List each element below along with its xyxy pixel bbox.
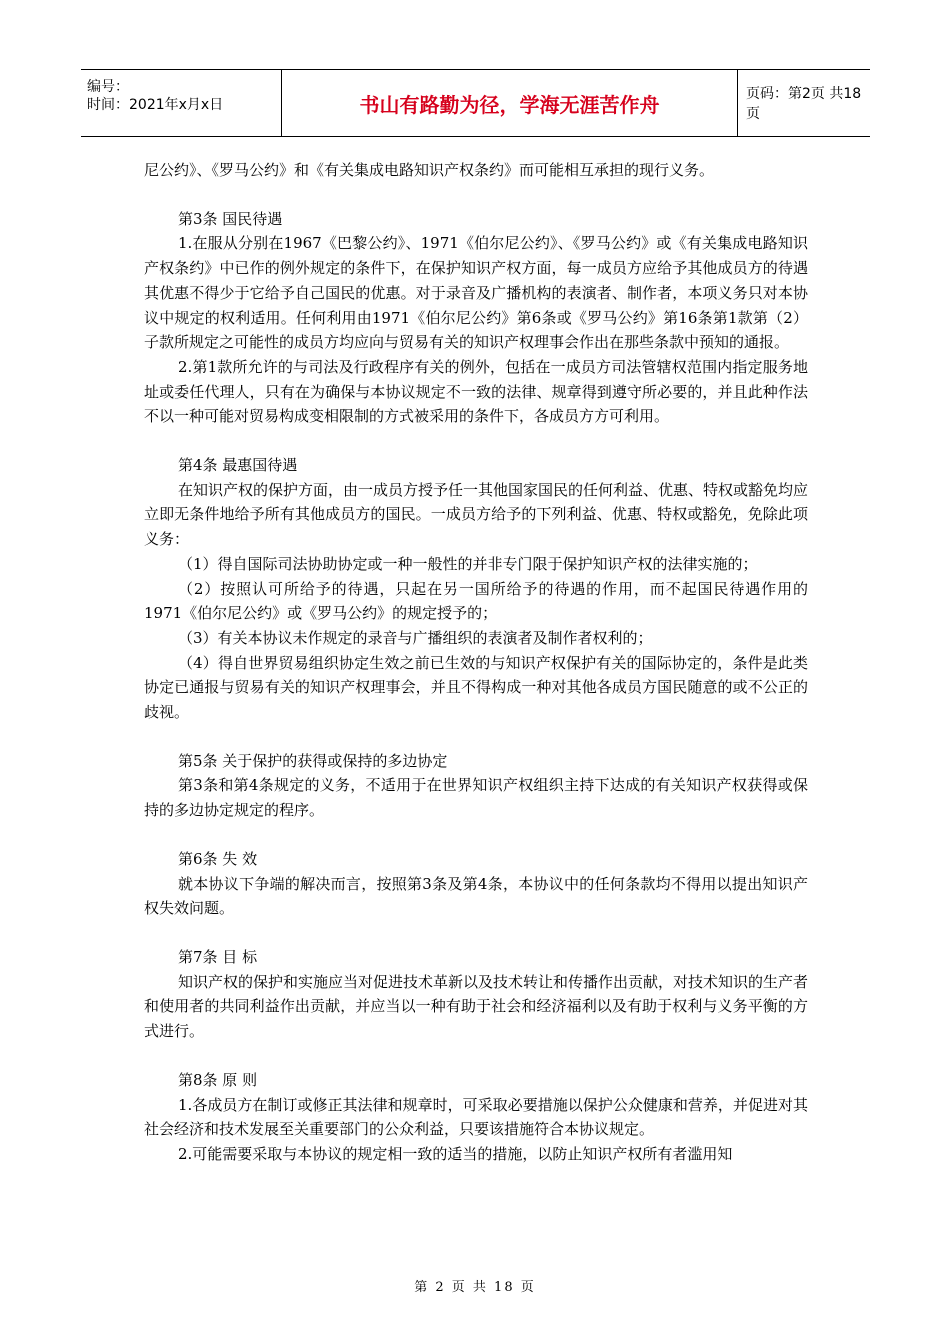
- paragraph: 2.第1款所允许的与司法及行政程序有关的例外，包括在一成员方司法管辖权范围内指定服务地址或委任代理人，只有在为确保与本协议规定不一致的法律、规章得到遵守所必要的，并且此种作法不以一种可能对贸易构成变相限制的方式被采用的条件下，各成员方方可利用。: [144, 357, 808, 426]
- header-left-cell: [81, 70, 282, 136]
- paragraph: 在知识产权的保护方面，由一成员方授予任一其他国家国民的任何利益、优惠、特权或豁免均应立即无条件地给予所有其他成员方的国民。一成员方给予的下列利益、优惠、特权或豁免，免除此项义务：: [144, 480, 809, 549]
- page-footer: 第 2 页 共 18 页: [414, 1280, 536, 1295]
- motto: 书山有路勤为径，学海无涯苦作舟: [282, 70, 738, 136]
- document-body: [144, 158, 808, 1167]
- paragraph: 就本协议下争端的解决而言，按照第3条及第4条，本协议中的任何条款均不得用以提出知识产权失效问题。: [144, 874, 808, 918]
- header-table: [81, 69, 870, 137]
- paragraph: 第3条和第4条规定的义务，不适用于在世界知识产权组织主持下达成的有关知识产权获得或保持的多边协定规定的程序。: [144, 776, 808, 820]
- paragraph: 知识产权的保护和实施应当对促进技术革新以及技术转让和传播作出贡献，对技术知识的生产者和使用者的共同利益作出贡献，并应当以一种有助于社会和经济福利以及有助于权利与义务平衡的方式进行。: [144, 972, 809, 1041]
- article-heading: 第4条 最惠国待遇: [178, 456, 298, 475]
- paragraph: 1.各成员方在制订或修正其法律和规章时，可采取必要措施以保护公众健康和营养，并促进对其社会经济和技术发展至关重要部门的公众利益，只要该措施符合本协议规定。: [144, 1095, 808, 1139]
- number-label: 编号：: [87, 79, 129, 95]
- time-label: 时间：2021年x月x日: [87, 97, 224, 113]
- paragraph: 2.可能需要采取与本协议的规定相一致的适当的措施，以防止知识产权所有者滥用知: [178, 1144, 733, 1163]
- article-heading: 第5条 关于保护的获得或保持的多边协定: [178, 751, 448, 770]
- paragraph: 1.在服从分别在1967《巴黎公约》、1971《伯尔尼公约》、《罗马公约》或《有关集成电路知识产权条约》中已作的例外规定的条件下，在保护知识产权方面，每一成员方应给予其他成员方的待遇其优惠不得少于它给予自己国民的优惠。对于录音及广播机构的表演者、制作者，本项义务只对本协议中规定的权利适用。任何利用由1971《伯尔尼公约》第6条或《罗马公约》第16条第1款第（2）子款所规定之可能性的成员方均应向与贸易有关的知识产权理事会作出在那些条款中预知的通报。: [144, 234, 808, 352]
- article-heading: 第7条 目 标: [178, 947, 258, 966]
- list-item: （1）得自国际司法协助协定或一种一般性的并非专门限于保护知识产权的法律实施的；: [178, 554, 758, 573]
- article-heading: 第8条 原 则: [178, 1070, 258, 1089]
- list-item: （2）按照认可所给予的待遇，只起在另一国所给予的待遇的作用，而不起国民待遇作用的1971《伯尔尼公约》或《罗马公约》的规定授予的；: [144, 579, 808, 623]
- article-heading: 第6条 失 效: [178, 849, 258, 868]
- list-item: （4）得自世界贸易组织协定生效之前已生效的与知识产权保护有关的国际协定的，条件是此类协定已通报与贸易有关的知识产权理事会，并且不得构成一种对其他各成员方国民随意的或不公正的歧视。: [144, 653, 808, 722]
- list-item: （3）有关本协议未作规定的录音与广播组织的表演者及制作者权利的；: [178, 628, 653, 647]
- paragraph-continued: 尼公约》、《罗马公约》和《有关集成电路知识产权条约》而可能相互承担的现行义务。: [144, 161, 715, 179]
- page-info: 页码：第2页 共18页: [746, 86, 862, 122]
- article-heading: 第3条 国民待遇: [178, 209, 283, 228]
